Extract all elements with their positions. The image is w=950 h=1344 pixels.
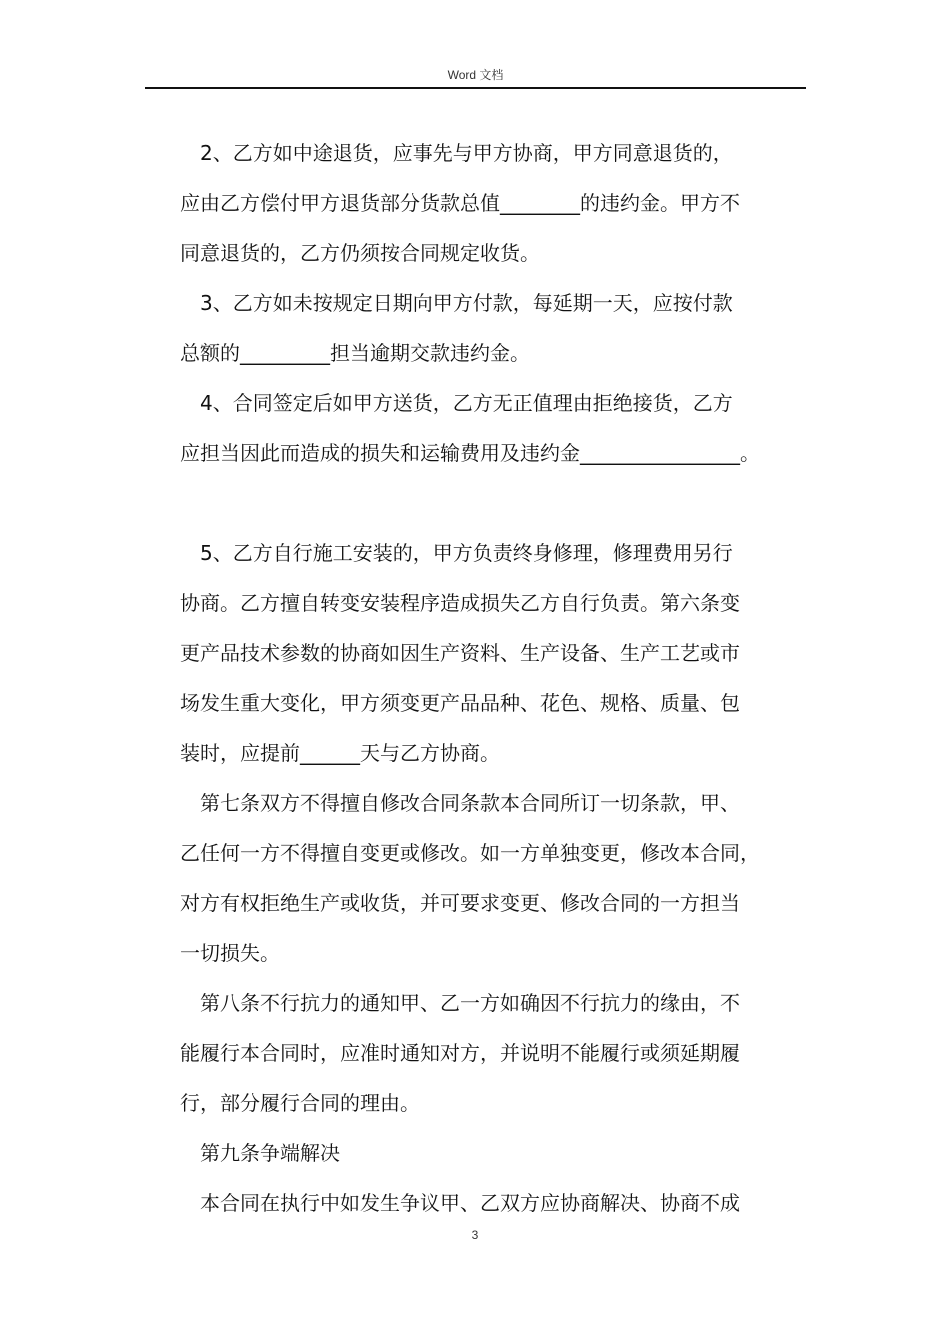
header-divider [145, 87, 806, 89]
paragraph-line: 3、乙方如未按规定日期向甲方付款，每延期一天，应按付款 [200, 291, 733, 315]
section-heading: 第九条争端解决 [200, 1141, 340, 1165]
paragraph-line: 对方有权拒绝生产或收货，并可要求变更、修改合同的一方担当 [180, 891, 740, 915]
paragraph-line: 第七条双方不得擅自修改合同条款本合同所订一切条款，甲、 [200, 791, 740, 815]
paragraph-line: 应由乙方偿付甲方退货部分货款总值________的违约金。甲方不 [180, 191, 740, 215]
paragraph-line: 场发生重大变化，甲方须变更产品品种、花色、规格、质量、包 [180, 691, 740, 715]
paragraph-line: 能履行本合同时，应准时通知对方，并说明不能履行或须延期履 [180, 1041, 740, 1065]
paragraph-line: 本合同在执行中如发生争议甲、乙双方应协商解决、协商不成 [200, 1191, 740, 1215]
paragraph-line: 应担当因此而造成的损失和运输费用及违约金________________。 [180, 441, 760, 465]
paragraph-line: 2、乙方如中途退货，应事先与甲方协商，甲方同意退货的， [200, 141, 733, 165]
page-number: 3 [471, 1228, 479, 1242]
page-header-title: Word 文档 [447, 68, 504, 82]
paragraph-line: 第八条不行抗力的通知甲、乙一方如确因不行抗力的缘由，不 [200, 991, 740, 1015]
paragraph-line: 5、乙方自行施工安装的，甲方负责终身修理，修理费用另行 [200, 541, 733, 565]
paragraph-line: 总额的_________担当逾期交款违约金。 [180, 341, 530, 365]
paragraph-line: 同意退货的，乙方仍须按合同规定收货。 [180, 241, 540, 265]
document-body [180, 128, 812, 1228]
paragraph-line: 更产品技术参数的协商如因生产资料、生产设备、生产工艺或市 [180, 641, 740, 665]
paragraph-line: 一切损失。 [180, 941, 280, 965]
paragraph-line: 行，部分履行合同的理由。 [180, 1091, 420, 1115]
paragraph-line: 协商。乙方擅自转变安装程序造成损失乙方自行负责。第六条变 [180, 591, 740, 615]
paragraph-line: 4、合同签定后如甲方送货，乙方无正值理由拒绝接货，乙方 [200, 391, 733, 415]
paragraph-line: 乙任何一方不得擅自变更或修改。如一方单独变更，修改本合同， [180, 841, 760, 865]
paragraph-line: 装时，应提前______天与乙方协商。 [180, 741, 500, 765]
paragraph-spacer [180, 478, 812, 528]
